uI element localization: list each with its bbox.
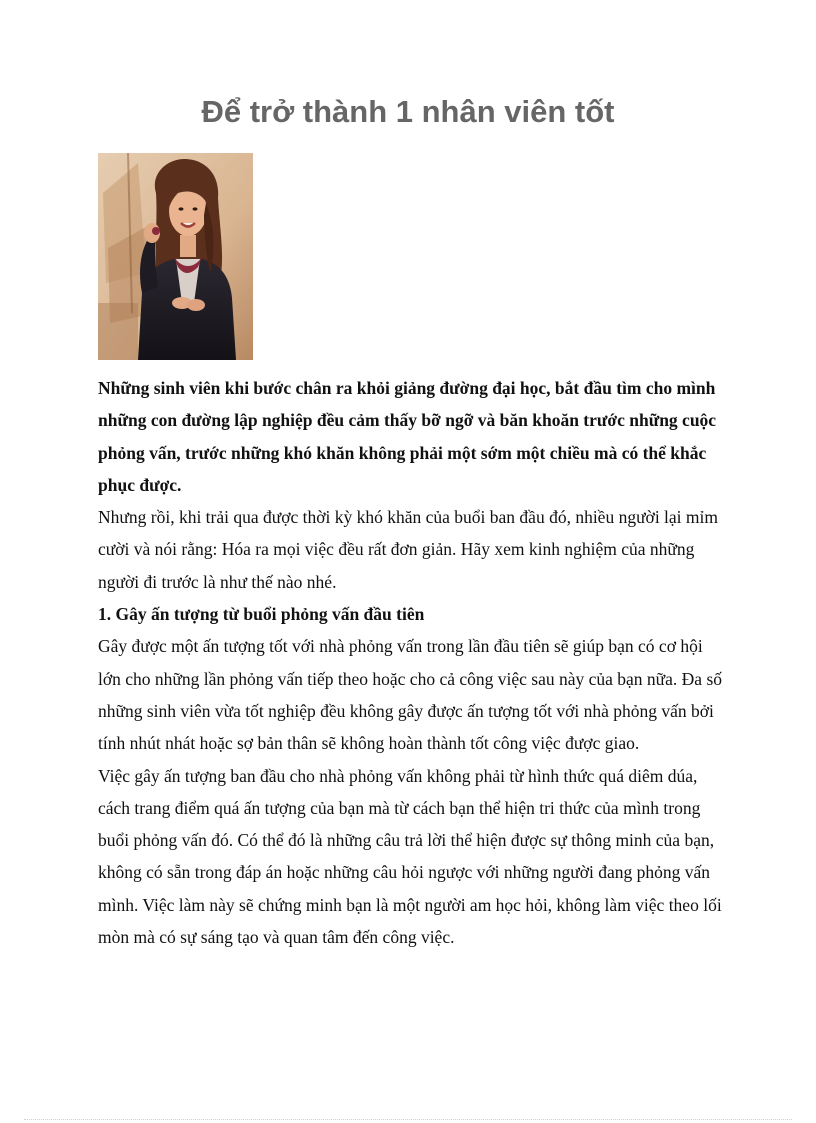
body-paragraph: Gây được một ấn tượng tốt với nhà phỏng vấn trong lần đầu tiên sẽ giúp bạn có cơ hội lớn cho những lần phỏng vấn tiếp theo hoặc cho cả công việc sau này của bạn nữa. Đa số những sinh viên vừa tốt nghiệp đều không gây được ấn tượng tốt với nhà phỏng vấn bởi tính nhút nhát hoặc sợ bản thân sẽ không hoàn thành tốt công việc được giao. <box>98 636 723 754</box>
intro-paragraph: Nhưng rồi, khi trải qua được thời kỳ khó khăn của buổi ban đầu đó, nhiều người lại mỉm cười và nói rằng: Hóa ra mọi việc đều rất đơn giản. Hãy xem kinh nghiệm của những người đi trước là như thế nào nhé. <box>98 507 719 592</box>
lead-paragraph: Những sinh viên khi bước chân ra khỏi giảng đường đại học, bắt đầu tìm cho mình những con đường lập nghiệp đều cảm thấy bỡ ngỡ và băn khoăn trước những cuộc phỏng vấn, trước những khó khăn không phải một sớm một chiều mà có thể khắc phục được. <box>98 378 717 495</box>
body-paragraph: Việc gây ấn tượng ban đầu cho nhà phỏng vấn không phải từ hình thức quá diêm dúa, cách trang điểm quá ấn tượng của bạn mà từ cách bạn thể hiện tri thức của mình trong buổi phỏng vấn đó. Có thể đó là những câu trả lời thể hiện được sự thông minh của bạn, không có sẵn trong đáp án hoặc những câu hỏi ngược với những người đang phỏng vấn mình. Việc làm này sẽ chứng minh bạn là một người am học hỏi, không làm việc theo lối mòn mà có sự sáng tạo và quan tâm đến công việc. <box>98 765 722 948</box>
page-bottom-border <box>24 1119 792 1120</box>
page-title: Để trở thành 1 nhân viên tốt <box>201 94 615 129</box>
article-body <box>98 372 728 953</box>
businesswoman-photo <box>98 153 253 360</box>
section-heading: 1. Gây ấn tượng từ buổi phỏng vấn đầu tiên <box>98 604 425 625</box>
